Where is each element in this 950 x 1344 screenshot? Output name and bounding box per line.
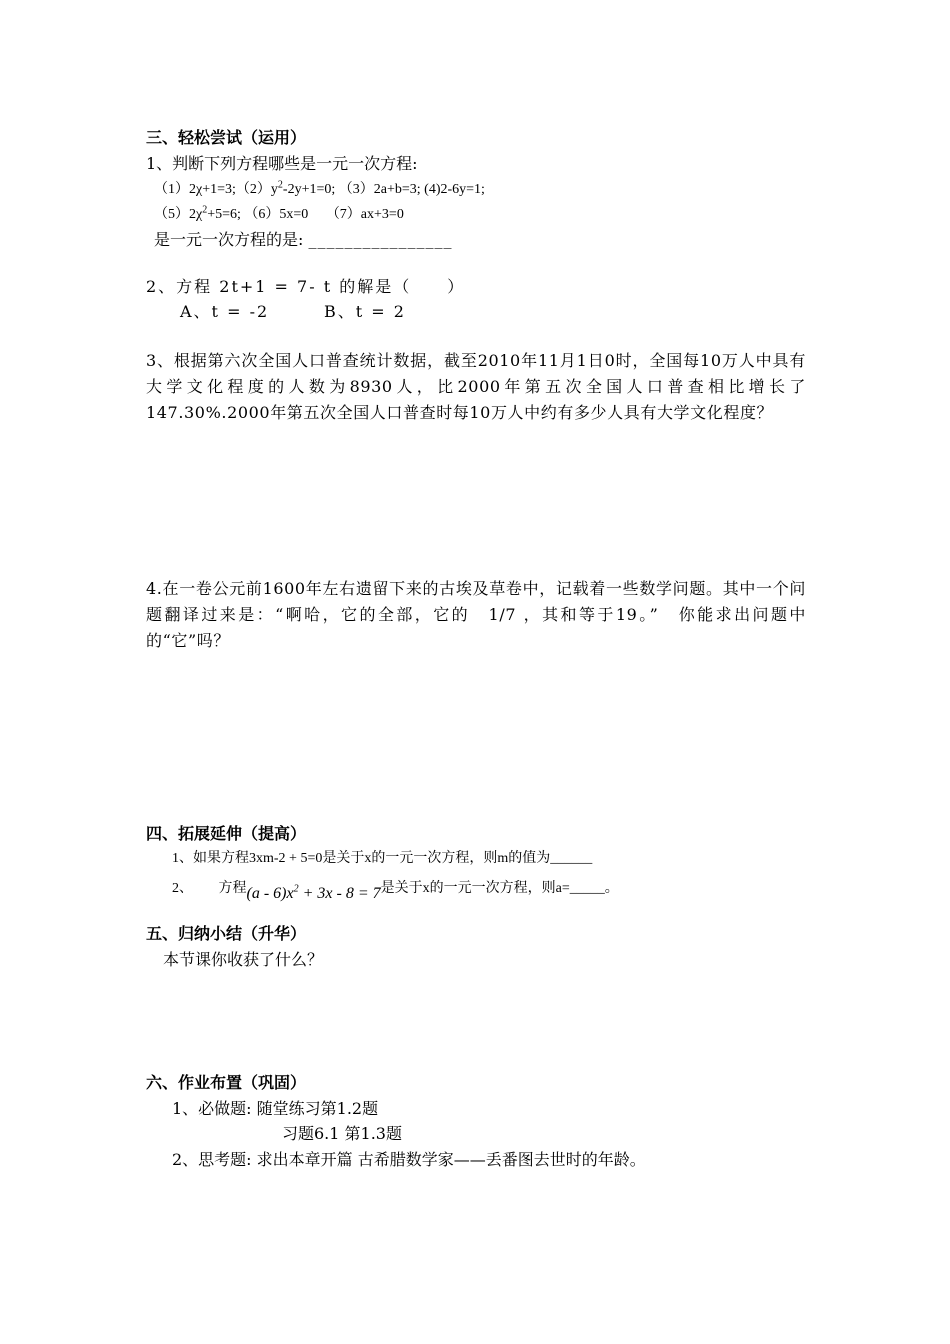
q1-answer-line xyxy=(154,230,453,250)
q1-answer-label: 是一元一次方程的是: xyxy=(154,230,304,249)
s6-item2: 2、思考题: 求出本章开篇 古希腊数学家——丢番图去世时的年龄。 xyxy=(172,1150,646,1169)
section-4-title: 四、拓展延伸（提高） xyxy=(146,824,307,843)
s4-q2-equation: $(a - 6)x^2 + 3x - 8 = 7$ xyxy=(246,883,381,902)
s5-text: 本节课你收获了什么？ xyxy=(163,950,324,969)
q1-options-row2: $(5)2\chi^2+5=6$; （6）5x=0 （7）ax+3=0 xyxy=(154,204,404,222)
section-3-title: 三、轻松尝试（运用） xyxy=(146,128,307,147)
q3-text: 3、根据第六次全国人口普查统计数据，截至2010年11月1日0时，全国每10万人中具有大学文化程度的人数为8930人，比2000年第五次全国人口普查相比增长了147.30%.2000年第五次全国人口普查时每10万人中约有多少人具有大学文化程度？ xyxy=(146,351,806,422)
q2-prompt: 2、方程 2t+1 = 7- t 的解是（ ） xyxy=(146,277,466,296)
q1-options-row1: $(1)2\chi+1=3;(2)y^2-2y+1=0$; （3）2a+b=3; (4)2-6y=1; xyxy=(154,179,485,197)
q1-answer-blank: ________________ xyxy=(308,230,453,249)
s6-item1: 1、必做题: 随堂练习第1.2题 xyxy=(172,1099,379,1118)
section-6-title: 六、作业布置（巩固） xyxy=(146,1073,307,1092)
section-5-title: 五、归纳小结（升华） xyxy=(146,924,307,943)
q1-prompt: 1、判断下列方程哪些是一元一次方程: xyxy=(146,154,418,173)
s4-q2: 2、 方程$(a - 6)x^2 + 3x - 8 = 7$是关于x的一元一次方程，则a=_____。 xyxy=(172,881,619,902)
s6-item1b: 习题6.1 第1.3题 xyxy=(282,1124,402,1143)
q4-text: 4.在一卷公元前1600年左右遗留下来的古埃及草卷中，记载着一些数学问题。其中一个问题翻译过来是：“啊哈，它的全部，它的 1/7 ，其和等于19。” 你能求出问题中的“它”吗？ xyxy=(146,579,806,650)
s4-q1: 1、如果方程3xm-2 + 5=0是关于x的一元一次方程，则m的值为______ xyxy=(172,851,593,866)
q2-option-b: B、t = 2 xyxy=(324,302,406,321)
q2-option-a: A、t = -2 xyxy=(180,302,270,321)
